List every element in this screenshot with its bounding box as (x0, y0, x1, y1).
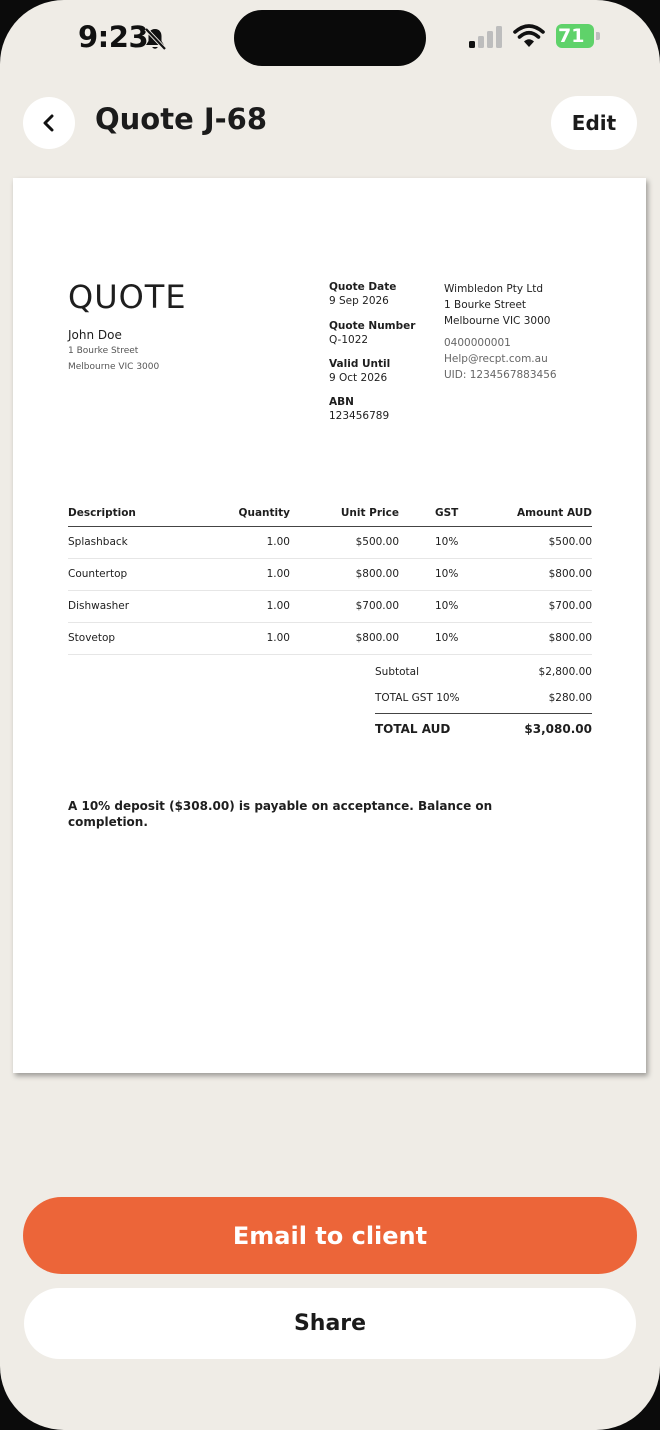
cell-gst: 10% (435, 632, 459, 644)
quote-number-label: Quote Number (329, 320, 416, 332)
deposit-note: A 10% deposit ($308.00) is payable on acceptance. Balance on completion. (68, 799, 493, 829)
business-address-line1: 1 Bourke Street (444, 299, 527, 311)
line-items-table (68, 504, 592, 655)
wifi-icon (513, 24, 545, 48)
totals-section (375, 661, 592, 744)
email-to-client-button[interactable]: Email to client (23, 1197, 637, 1274)
share-button[interactable]: Share (24, 1288, 636, 1359)
gst-total-row (375, 687, 592, 713)
business-name: Wimbledon Pty Ltd (444, 283, 544, 295)
table-row (68, 527, 592, 559)
table-row (68, 559, 592, 591)
header-amount: Amount AUD (517, 507, 592, 519)
edit-button[interactable]: Edit (551, 96, 637, 150)
cell-unit-price: $500.00 (355, 536, 399, 548)
subtotal-row (375, 661, 592, 687)
client-address-line1: 1 Bourke Street (68, 346, 139, 356)
quote-date-value: 9 Sep 2026 (329, 295, 389, 307)
header-quantity: Quantity (238, 507, 290, 519)
cell-gst: 10% (435, 536, 459, 548)
battery-tip (596, 32, 600, 40)
header-unit-price: Unit Price (340, 507, 399, 519)
cell-gst: 10% (435, 568, 459, 580)
table-row (68, 623, 592, 655)
business-phone: 0400000001 (444, 337, 511, 349)
cell-quantity: 1.00 (266, 632, 290, 644)
gst-total-label: TOTAL GST 10% (375, 692, 460, 704)
cell-quantity: 1.00 (266, 600, 290, 612)
quote-document (13, 178, 646, 1073)
chevron-left-icon (40, 113, 58, 133)
cell-gst: 10% (435, 600, 459, 612)
header-description: Description (68, 507, 136, 519)
cell-description: Stovetop (68, 632, 116, 644)
table-row (68, 591, 592, 623)
grand-total-row (375, 713, 592, 744)
business-address-line2: Melbourne VIC 3000 (444, 315, 551, 327)
cell-unit-price: $700.00 (355, 600, 399, 612)
abn-label: ABN (329, 396, 354, 408)
business-email: Help@recpt.com.au (444, 353, 548, 365)
valid-until-label: Valid Until (329, 358, 391, 370)
grand-total-value: $3,080.00 (524, 722, 592, 736)
cell-unit-price: $800.00 (355, 568, 399, 580)
cell-amount: $700.00 (548, 600, 592, 612)
quote-date-label: Quote Date (329, 281, 397, 293)
status-time: 9:23 (78, 20, 149, 54)
cell-quantity: 1.00 (266, 536, 290, 548)
cell-quantity: 1.00 (266, 568, 290, 580)
cell-description: Dishwasher (68, 600, 130, 612)
cellular-signal-icon (469, 26, 505, 48)
back-button[interactable] (23, 97, 75, 149)
subtotal-label: Subtotal (375, 666, 419, 678)
grand-total-label: TOTAL AUD (375, 722, 451, 736)
quote-number-value: Q-1022 (329, 334, 369, 346)
battery-indicator (556, 24, 600, 48)
cell-description: Countertop (68, 568, 128, 580)
header-gst: GST (435, 507, 459, 519)
cell-amount: $800.00 (548, 568, 592, 580)
abn-value: 123456789 (329, 410, 390, 422)
subtotal-value: $2,800.00 (538, 666, 592, 678)
bell-muted-icon (142, 26, 168, 52)
cell-amount: $500.00 (548, 536, 592, 548)
cell-amount: $800.00 (548, 632, 592, 644)
gst-total-value: $280.00 (548, 692, 592, 704)
table-header-row (68, 504, 592, 527)
dynamic-island (234, 10, 426, 66)
document-heading: QUOTE (68, 278, 187, 316)
battery-level: 71 (556, 24, 594, 48)
client-name: John Doe (68, 328, 122, 342)
cell-description: Splashback (68, 536, 128, 548)
cell-unit-price: $800.00 (355, 632, 399, 644)
business-uid: UID: 1234567883456 (444, 369, 557, 381)
valid-until-value: 9 Oct 2026 (329, 372, 388, 384)
page-title: Quote J-68 (95, 102, 268, 136)
client-address-line2: Melbourne VIC 3000 (68, 362, 160, 372)
